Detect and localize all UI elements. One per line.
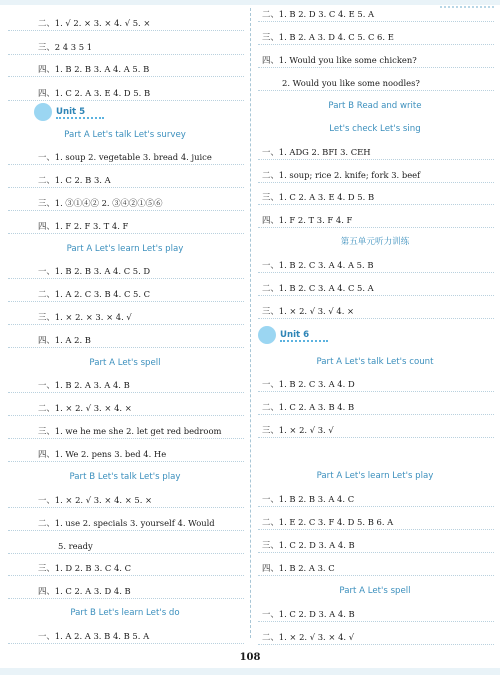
- answer-line: [0, 491, 250, 509]
- answer-line: [0, 559, 250, 577]
- answer-line: [0, 422, 250, 440]
- answer-text: 一、1. B 2. B 3. A 4. C: [262, 494, 355, 504]
- answer-line: [250, 28, 500, 46]
- answer-line: [250, 398, 500, 416]
- answer-line: [250, 256, 500, 274]
- answer-text: 四、1. F 2. F 3. T 4. F: [38, 221, 129, 231]
- answer-line: [0, 445, 250, 463]
- answer-text: 二、1. B 2. C 3. A 4. C 5. A: [262, 283, 374, 293]
- answer-line: [0, 537, 250, 555]
- answer-line: [250, 490, 500, 508]
- answer-text: 一、1. C 2. D 3. A 4. B: [262, 609, 355, 619]
- answer-text: 三、1. C 2. A 3. E 4. D 5. B: [262, 192, 375, 202]
- answer-line: [0, 171, 250, 189]
- section-heading: Part B Let's talk Let's play: [69, 472, 181, 482]
- answer-line: [0, 331, 250, 349]
- answer-text: 二、1. B 2. D 3. C 4. E 5. A: [262, 9, 375, 19]
- answer-text: 三、1. D 2. B 3. C 4. C: [38, 563, 132, 573]
- answer-line: [0, 148, 250, 166]
- answer-text: 二、1. A 2. C 3. B 4. C 5. C: [38, 289, 151, 299]
- answer-text: 一、1. B 2. B 3. A 4. C 5. D: [38, 266, 151, 276]
- section-heading: Part A Let's spell: [89, 358, 161, 368]
- answer-line: [0, 514, 250, 532]
- answer-line: [0, 285, 250, 303]
- answer-line: [0, 38, 250, 56]
- answer-text: 一、1. A 2. A 3. B 4. B 5. A: [38, 631, 150, 641]
- answer-line: [250, 536, 500, 554]
- answer-text: 四、1. We 2. pens 3. bed 4. He: [38, 449, 167, 459]
- circle-icon: [258, 326, 276, 344]
- answer-text: 二、1. × 2. √ 3. × 4. √: [262, 632, 355, 642]
- answer-text: 四、1. B 2. B 3. A 4. A 5. B: [38, 64, 150, 74]
- answer-line: [250, 279, 500, 297]
- answer-line: [0, 399, 250, 417]
- answer-line: [0, 308, 250, 326]
- answer-text: 二、1. C 2. A 3. B 4. B: [262, 402, 355, 412]
- answer-text: 三、2 4 3 5 1: [38, 42, 93, 52]
- answer-text: 四、1. B 2. A 3. C: [262, 563, 335, 573]
- bottom-band: [0, 668, 500, 675]
- answer-line: [0, 627, 250, 645]
- answer-text: 三、1. C 2. D 3. A 4. B: [262, 540, 355, 550]
- answer-line: [0, 14, 250, 32]
- answer-text: 二、1. √ 2. × 3. × 4. √ 5. ×: [38, 18, 151, 28]
- answer-line: [250, 188, 500, 206]
- section-heading: Part A Let's talk Let's survey: [64, 130, 186, 140]
- right-column: [250, 0, 500, 650]
- answer-text: 四、1. F 2. T 3. F 4. F: [262, 215, 353, 225]
- section-heading: 第五单元听力训练: [340, 237, 410, 247]
- section-heading: Part A Let's spell: [339, 586, 411, 596]
- answer-text: 一、1. soup 2. vegetable 3. bread 4. juice: [38, 152, 212, 162]
- answer-text: 三、1. × 2. √ 3. √: [262, 425, 334, 435]
- answer-text: 一、1. ADG 2. BFI 3. CEH: [262, 147, 371, 157]
- answer-text: 二、1. E 2. C 3. F 4. D 5. B 6. A: [262, 517, 394, 527]
- section-heading: Part B Let's learn Let's do: [70, 608, 180, 618]
- answer-text: 一、1. B 2. A 3. A 4. B: [38, 380, 130, 390]
- answer-line: [250, 211, 500, 229]
- dotted-underline: [280, 340, 328, 342]
- left-column: [0, 0, 250, 650]
- answer-text: 四、1. A 2. B: [38, 335, 91, 345]
- dotted-rule: [8, 553, 244, 554]
- unit-title: Unit 5: [56, 107, 86, 117]
- section-heading: Part A Let's talk Let's count: [316, 357, 434, 367]
- dotted-underline: [56, 117, 104, 119]
- circle-icon: [34, 103, 52, 121]
- answer-text: 一、1. B 2. C 3. A 4. A 5. B: [262, 260, 374, 270]
- answer-line: [0, 60, 250, 78]
- section-heading: Let's check Let's sing: [329, 124, 421, 134]
- answer-line: [250, 51, 500, 69]
- answer-line: [250, 302, 500, 320]
- answer-text: 三、1. × 2. × 3. × 4. √: [38, 312, 132, 322]
- answer-line: [0, 194, 250, 212]
- answer-line: [250, 605, 500, 623]
- answer-line: [250, 375, 500, 393]
- answer-text: 二、1. × 2. √ 3. × 4. ×: [38, 403, 132, 413]
- page-number: 108: [239, 652, 261, 663]
- answer-line: [250, 421, 500, 439]
- answer-text: 一、1. × 2. √ 3. × 4. × 5. ×: [38, 495, 153, 505]
- answer-line: [250, 628, 500, 646]
- unit-title: Unit 6: [280, 330, 310, 340]
- answer-line: [250, 559, 500, 577]
- answer-text: 二、1. C 2. B 3. A: [38, 175, 111, 185]
- section-heading: Part A Let's learn Let's play: [66, 244, 184, 254]
- answer-text: 三、1. × 2. √ 3. √ 4. ×: [262, 306, 355, 316]
- answer-line: [250, 513, 500, 531]
- answer-text: 四、1. C 2. A 3. E 4. D 5. B: [38, 88, 151, 98]
- answer-text: 四、1. C 2. A 3. D 4. B: [38, 586, 131, 596]
- answer-text: 四、1. Would you like some chicken?: [262, 55, 417, 65]
- section-heading: Part B Read and write: [328, 101, 422, 111]
- answer-text: 三、1. B 2. A 3. D 4. C 5. C 6. E: [262, 32, 394, 42]
- answer-line: [250, 74, 500, 92]
- answer-line: [0, 582, 250, 600]
- section-heading: Part A Let's learn Let's play: [316, 471, 434, 481]
- answer-line: [0, 217, 250, 235]
- answer-line: [250, 143, 500, 161]
- answer-text: 二、1. soup; rice 2. knife; fork 3. beef: [262, 170, 421, 180]
- answer-text: 一、1. B 2. C 3. A 4. D: [262, 379, 355, 389]
- answer-line: [0, 262, 250, 280]
- answer-text: 二、1. use 2. specials 3. yourself 4. Would: [38, 518, 215, 528]
- answer-line: [0, 84, 250, 102]
- answer-text: 2. Would you like some noodles?: [282, 78, 420, 88]
- answer-text: 5. ready: [58, 541, 93, 551]
- answer-line: [250, 166, 500, 184]
- answer-text: 三、1. we he me she 2. let get red bedroom: [38, 426, 222, 436]
- answer-line: [0, 376, 250, 394]
- answer-text: 三、1. ③①④② 2. ③④②①⑤⑥: [38, 198, 163, 208]
- answer-line: [250, 5, 500, 23]
